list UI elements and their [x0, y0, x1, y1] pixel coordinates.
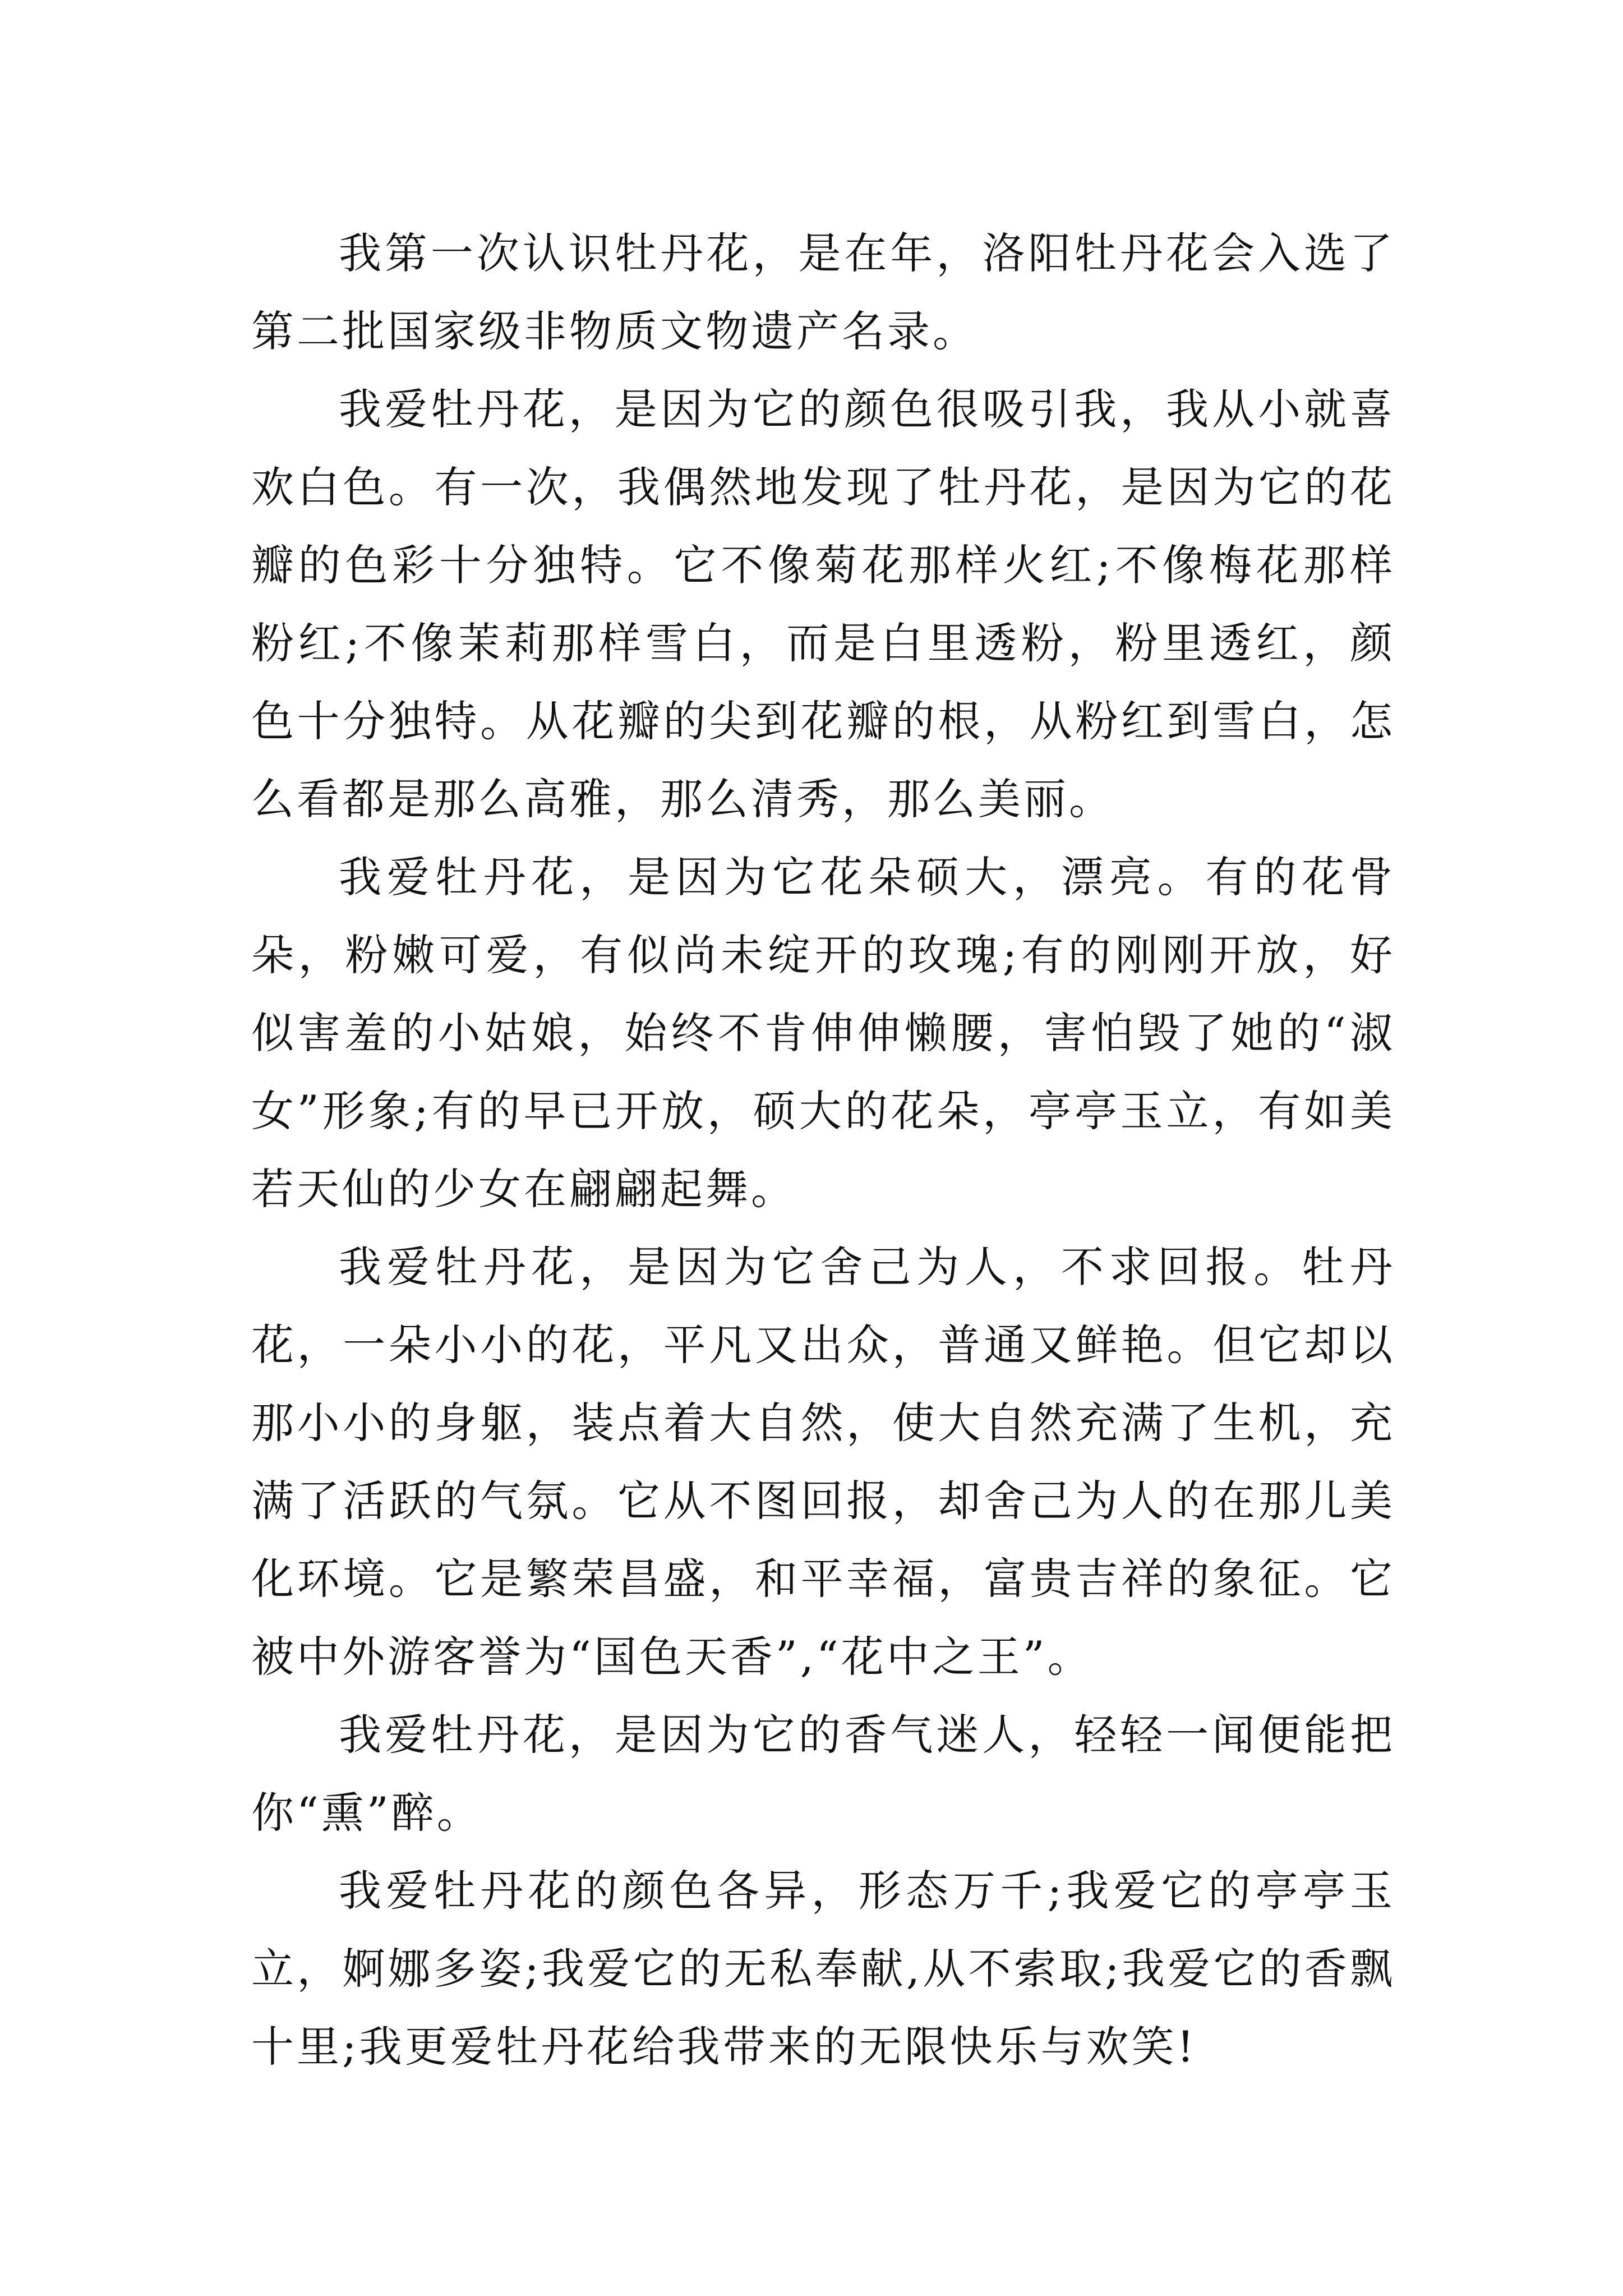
- paragraph-6: 我爱牡丹花的颜色各异，形态万千;我爱它的亭亭玉立，婀娜多姿;我爱它的无私奉献,从不索取;我爱它的香飘十里;我更爱牡丹花给我带来的无限快乐与欢笑!: [251, 1866, 1395, 2072]
- paragraph-1: 我第一次认识牡丹花，是在年，洛阳牡丹花会入选了第二批国家级非物质文物遗产名录。: [251, 228, 1395, 356]
- paragraph-4: 我爱牡丹花，是因为它舍己为人，不求回报。牡丹花，一朵小小的花，平凡又出众，普通又鲜艳。但它却以那小小的身躯，装点着大自然，使大自然充满了生机，充满了活跃的气氛。它从不图回报，却舍己为人的在那儿美化环境。它是繁荣昌盛，和平幸福，富贵吉祥的象征。它被中外游客誉为“国色天香”,“花中之王”。: [251, 1242, 1395, 1682]
- paragraph-3: 我爱牡丹花，是因为它花朵硕大，漂亮。有的花骨朵，粉嫩可爱，有似尚未绽开的玫瑰;有的刚刚开放，好似害羞的小姑娘，始终不肯伸伸懒腰，害怕毁了她的“淑女”形象;有的早已开放，硕大的花朵，亭亭玉立，有如美若天仙的少女在翩翩起舞。: [251, 852, 1395, 1214]
- paragraph-2: 我爱牡丹花，是因为它的颜色很吸引我，我从小就喜欢白色。有一次，我偶然地发现了牡丹花，是因为它的花瓣的色彩十分独特。它不像菊花那样火红;不像梅花那样粉红;不像茉莉那样雪白，而是白里透粉，粉里透红，颜色十分独特。从花瓣的尖到花瓣的根，从粉红到雪白，怎么看都是那么高雅，那么清秀，那么美丽。: [251, 384, 1395, 824]
- paragraph-5: 我爱牡丹花，是因为它的香气迷人，轻轻一闻便能把你“熏”醉。: [251, 1710, 1395, 1838]
- document-body: [251, 214, 1395, 2086]
